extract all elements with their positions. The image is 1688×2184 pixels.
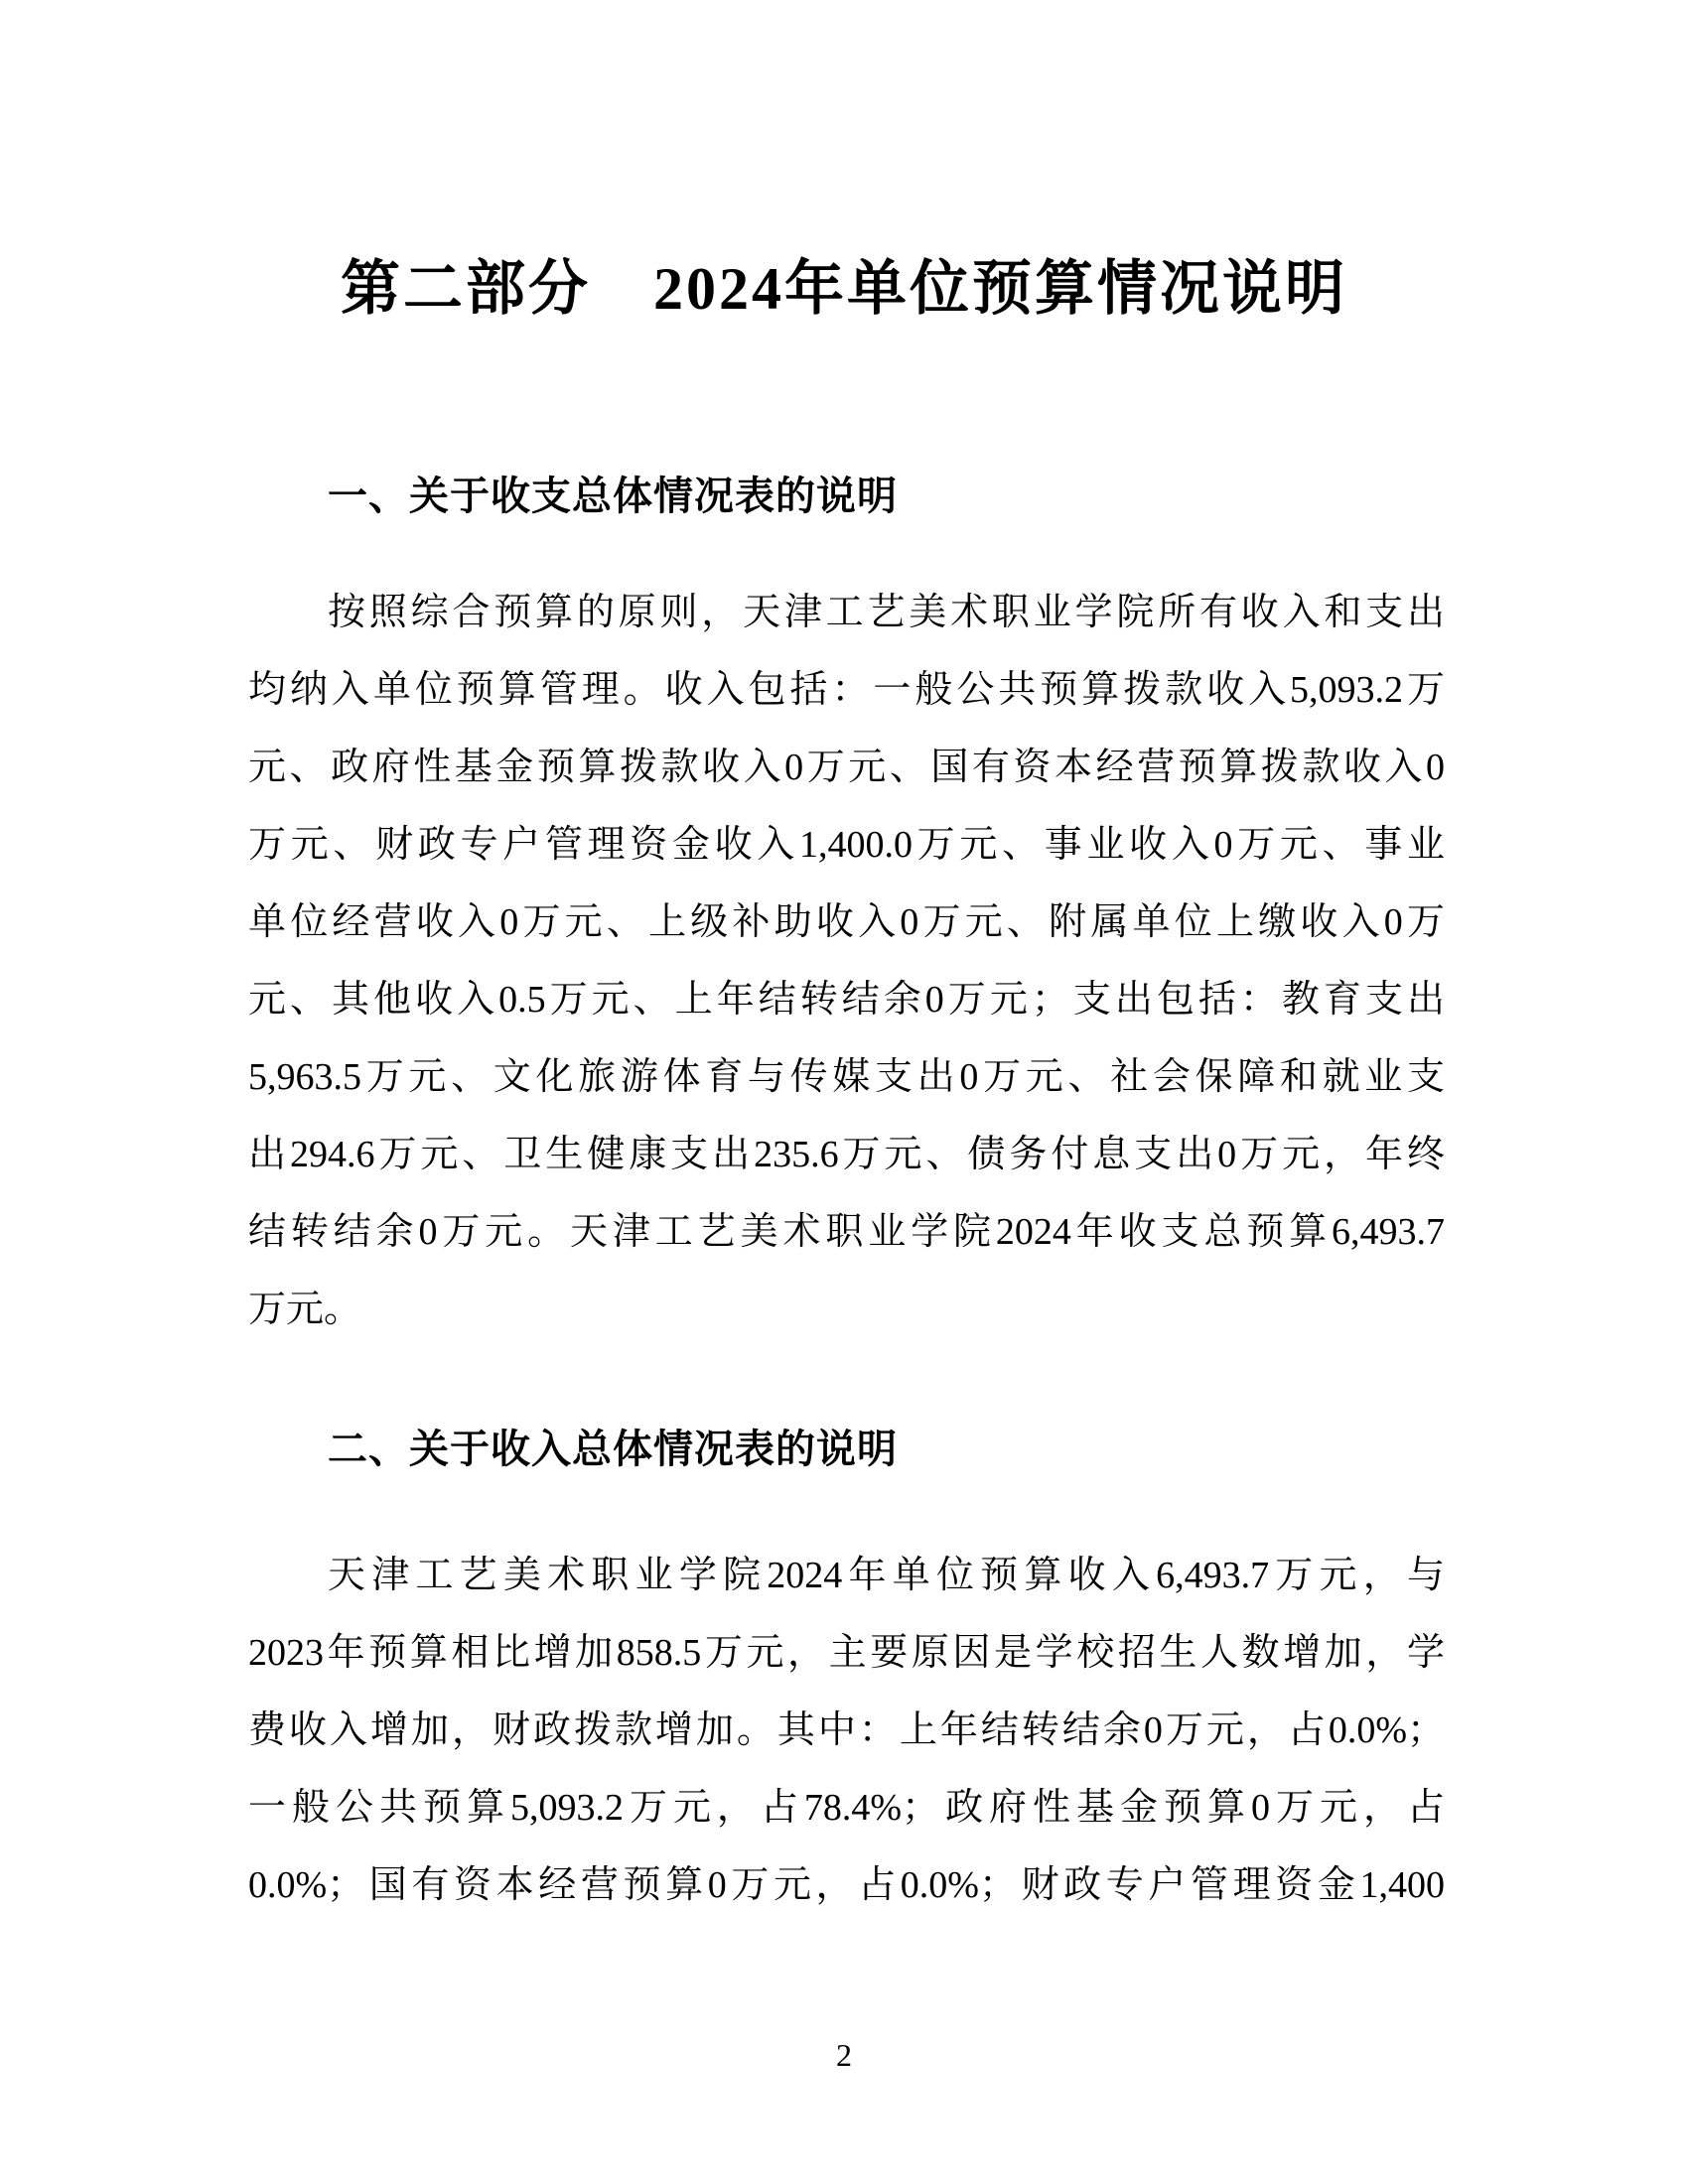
paragraph-line: 5,963.5万元、文化旅游体育与传媒支出0万元、社会保障和就业支	[248, 1056, 1445, 1098]
paragraph-line: 费收入增加，财政拨款增加。其中：上年结转结余0万元，占0.0%；	[248, 1709, 1445, 1751]
paragraph-line: 0.0%；国有资本经营预算0万元，占0.0%；财政专户管理资金1,400	[248, 1864, 1445, 1906]
paragraph-line: 天津工艺美术职业学院2024年单位预算收入6,493.7万元，与	[328, 1555, 1445, 1596]
paragraph-line: 按照综合预算的原则，天津工艺美术职业学院所有收入和支出	[328, 592, 1445, 633]
section-2-heading: 二、关于收入总体情况表的说明	[328, 1428, 898, 1471]
page-number: 2	[836, 2037, 852, 2073]
paragraph-line: 单位经营收入0万元、上级补助收入0万元、附属单位上缴收入0万	[248, 901, 1445, 943]
section-1-paragraph	[248, 574, 1445, 1348]
paragraph-line: 元、其他收入0.5万元、上年结转结余0万元；支出包括：教育支出	[248, 979, 1445, 1021]
document-title: 第二部分 2024年单位预算情况说明	[341, 256, 1347, 322]
section-2-paragraph	[248, 1537, 1445, 1924]
paragraph-line: 均纳入单位预算管理。收入包括：一般公共预算拨款收入5,093.2万	[248, 669, 1445, 711]
paragraph-line: 万元。	[248, 1289, 362, 1330]
paragraph-line: 出294.6万元、卫生健康支出235.6万元、债务付息支出0万元，年终	[248, 1134, 1445, 1175]
paragraph-line: 结转结余0万元。天津工艺美术职业学院2024年收支总预算6,493.7	[248, 1211, 1445, 1253]
paragraph-line: 元、政府性基金预算拨款收入0万元、国有资本经营预算拨款收入0	[248, 747, 1445, 788]
section-1-heading: 一、关于收支总体情况表的说明	[328, 475, 898, 518]
paragraph-line: 万元、财政专户管理资金收入1,400.0万元、事业收入0万元、事业	[248, 824, 1445, 866]
paragraph-line: 2023年预算相比增加858.5万元，主要原因是学校招生人数增加，学	[248, 1632, 1445, 1674]
paragraph-line: 一般公共预算5,093.2万元，占78.4%；政府性基金预算0万元，占	[248, 1787, 1445, 1829]
